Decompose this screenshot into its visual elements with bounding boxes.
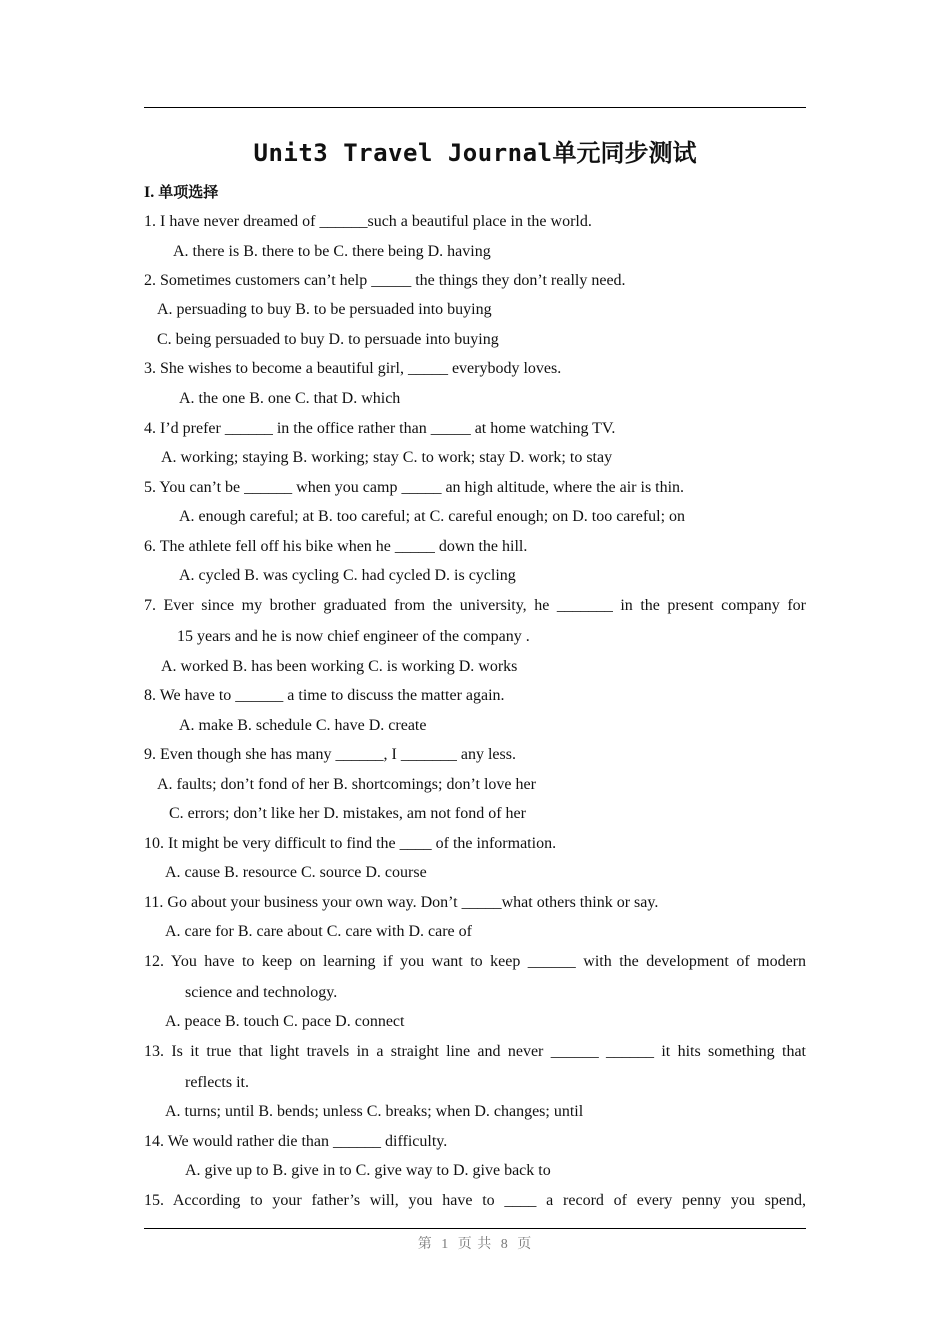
options-line: A. peace B. touch C. pace D. connect xyxy=(165,1013,405,1030)
options-line: A. worked B. has been working C. is working D. works xyxy=(161,658,518,675)
footer-mid: 页 共 xyxy=(457,1237,493,1252)
question-line: 11. Go about your business your own way. Don’t _____what others think or say. xyxy=(144,894,659,911)
options-line: C. being persuaded to buy D. to persuade into buying xyxy=(157,331,499,348)
options-line: C. errors; don’t like her D. mistakes, am not fond of her xyxy=(169,805,526,822)
section-label: 单项选择 xyxy=(158,183,219,201)
options-line: A. faults; don’t fond of her B. shortcomings; don’t love her xyxy=(157,776,536,793)
question-line: 8. We have to ______ a time to discuss the matter again. xyxy=(144,687,505,704)
options-line: A. the one B. one C. that D. which xyxy=(179,390,401,407)
options-line: A. there is B. there to be C. there being D. having xyxy=(173,243,491,260)
footer-suffix: 页 xyxy=(517,1237,533,1252)
options-line: A. cause B. resource C. source D. course xyxy=(165,864,427,881)
options-line: A. persuading to buy B. to be persuaded into buying xyxy=(157,301,492,318)
question-line: 9. Even though she has many ______, I _______ any less. xyxy=(144,746,516,763)
question-line: 15. According to your father’s will, you have to ____ a record of every penny you spend, xyxy=(144,1192,806,1209)
options-line: A. turns; until B. bends; unless C. breaks; when D. changes; until xyxy=(165,1103,584,1120)
section-number: I. xyxy=(144,184,155,201)
title-chinese: 单元同步测试 xyxy=(552,139,697,167)
question-line: 3. She wishes to become a beautiful girl, _____ everybody loves. xyxy=(144,360,562,377)
question-line: 1. I have never dreamed of ______such a beautiful place in the world. xyxy=(144,213,592,230)
footer-rule xyxy=(144,1228,806,1229)
options-line: A. enough careful; at B. too careful; at C. careful enough; on D. too careful; on xyxy=(179,508,686,525)
options-line: A. working; staying B. working; stay C. to work; stay D. work; to stay xyxy=(161,449,613,466)
page-number: 1 xyxy=(441,1237,450,1252)
question-line: 14. We would rather die than ______ difficulty. xyxy=(144,1133,448,1150)
header-rule xyxy=(144,107,806,108)
question-line: 5. You can’t be ______ when you camp _____ an high altitude, where the air is thin. xyxy=(144,479,685,496)
question-continuation: 15 years and he is now chief engineer of the company . xyxy=(177,628,530,645)
options-line: A. cycled B. was cycling C. had cycled D. is cycling xyxy=(179,567,516,584)
options-line: A. give up to B. give in to C. give way to D. give back to xyxy=(185,1162,551,1179)
question-line: 13. Is it true that light travels in a straight line and never ______ ______ it hits something that xyxy=(144,1043,806,1060)
question-line: 2. Sometimes customers can’t help _____ the things they don’t really need. xyxy=(144,272,626,289)
options-line: A. care for B. care about C. care with D. care of xyxy=(165,923,472,940)
question-line: 12. You have to keep on learning if you want to keep ______ with the development of modern xyxy=(144,953,806,970)
section-heading xyxy=(144,182,806,203)
page-title xyxy=(0,133,950,168)
question-line: 6. The athlete fell off his bike when he _____ down the hill. xyxy=(144,538,528,555)
title-english: Unit3 Travel Journal xyxy=(253,139,553,167)
question-line: 10. It might be very difficult to find the ____ of the information. xyxy=(144,835,557,852)
question-line: 4. I’d prefer ______ in the office rather than _____ at home watching TV. xyxy=(144,420,616,437)
options-line: A. make B. schedule C. have D. create xyxy=(179,717,427,734)
question-continuation: reflects it. xyxy=(185,1074,249,1091)
question-line: 7. Ever since my brother graduated from the university, he _______ in the present company for xyxy=(144,597,806,614)
page-footer xyxy=(0,1233,950,1253)
page-total: 8 xyxy=(500,1237,509,1252)
question-continuation: science and technology. xyxy=(185,984,338,1001)
footer-prefix: 第 xyxy=(417,1237,433,1252)
